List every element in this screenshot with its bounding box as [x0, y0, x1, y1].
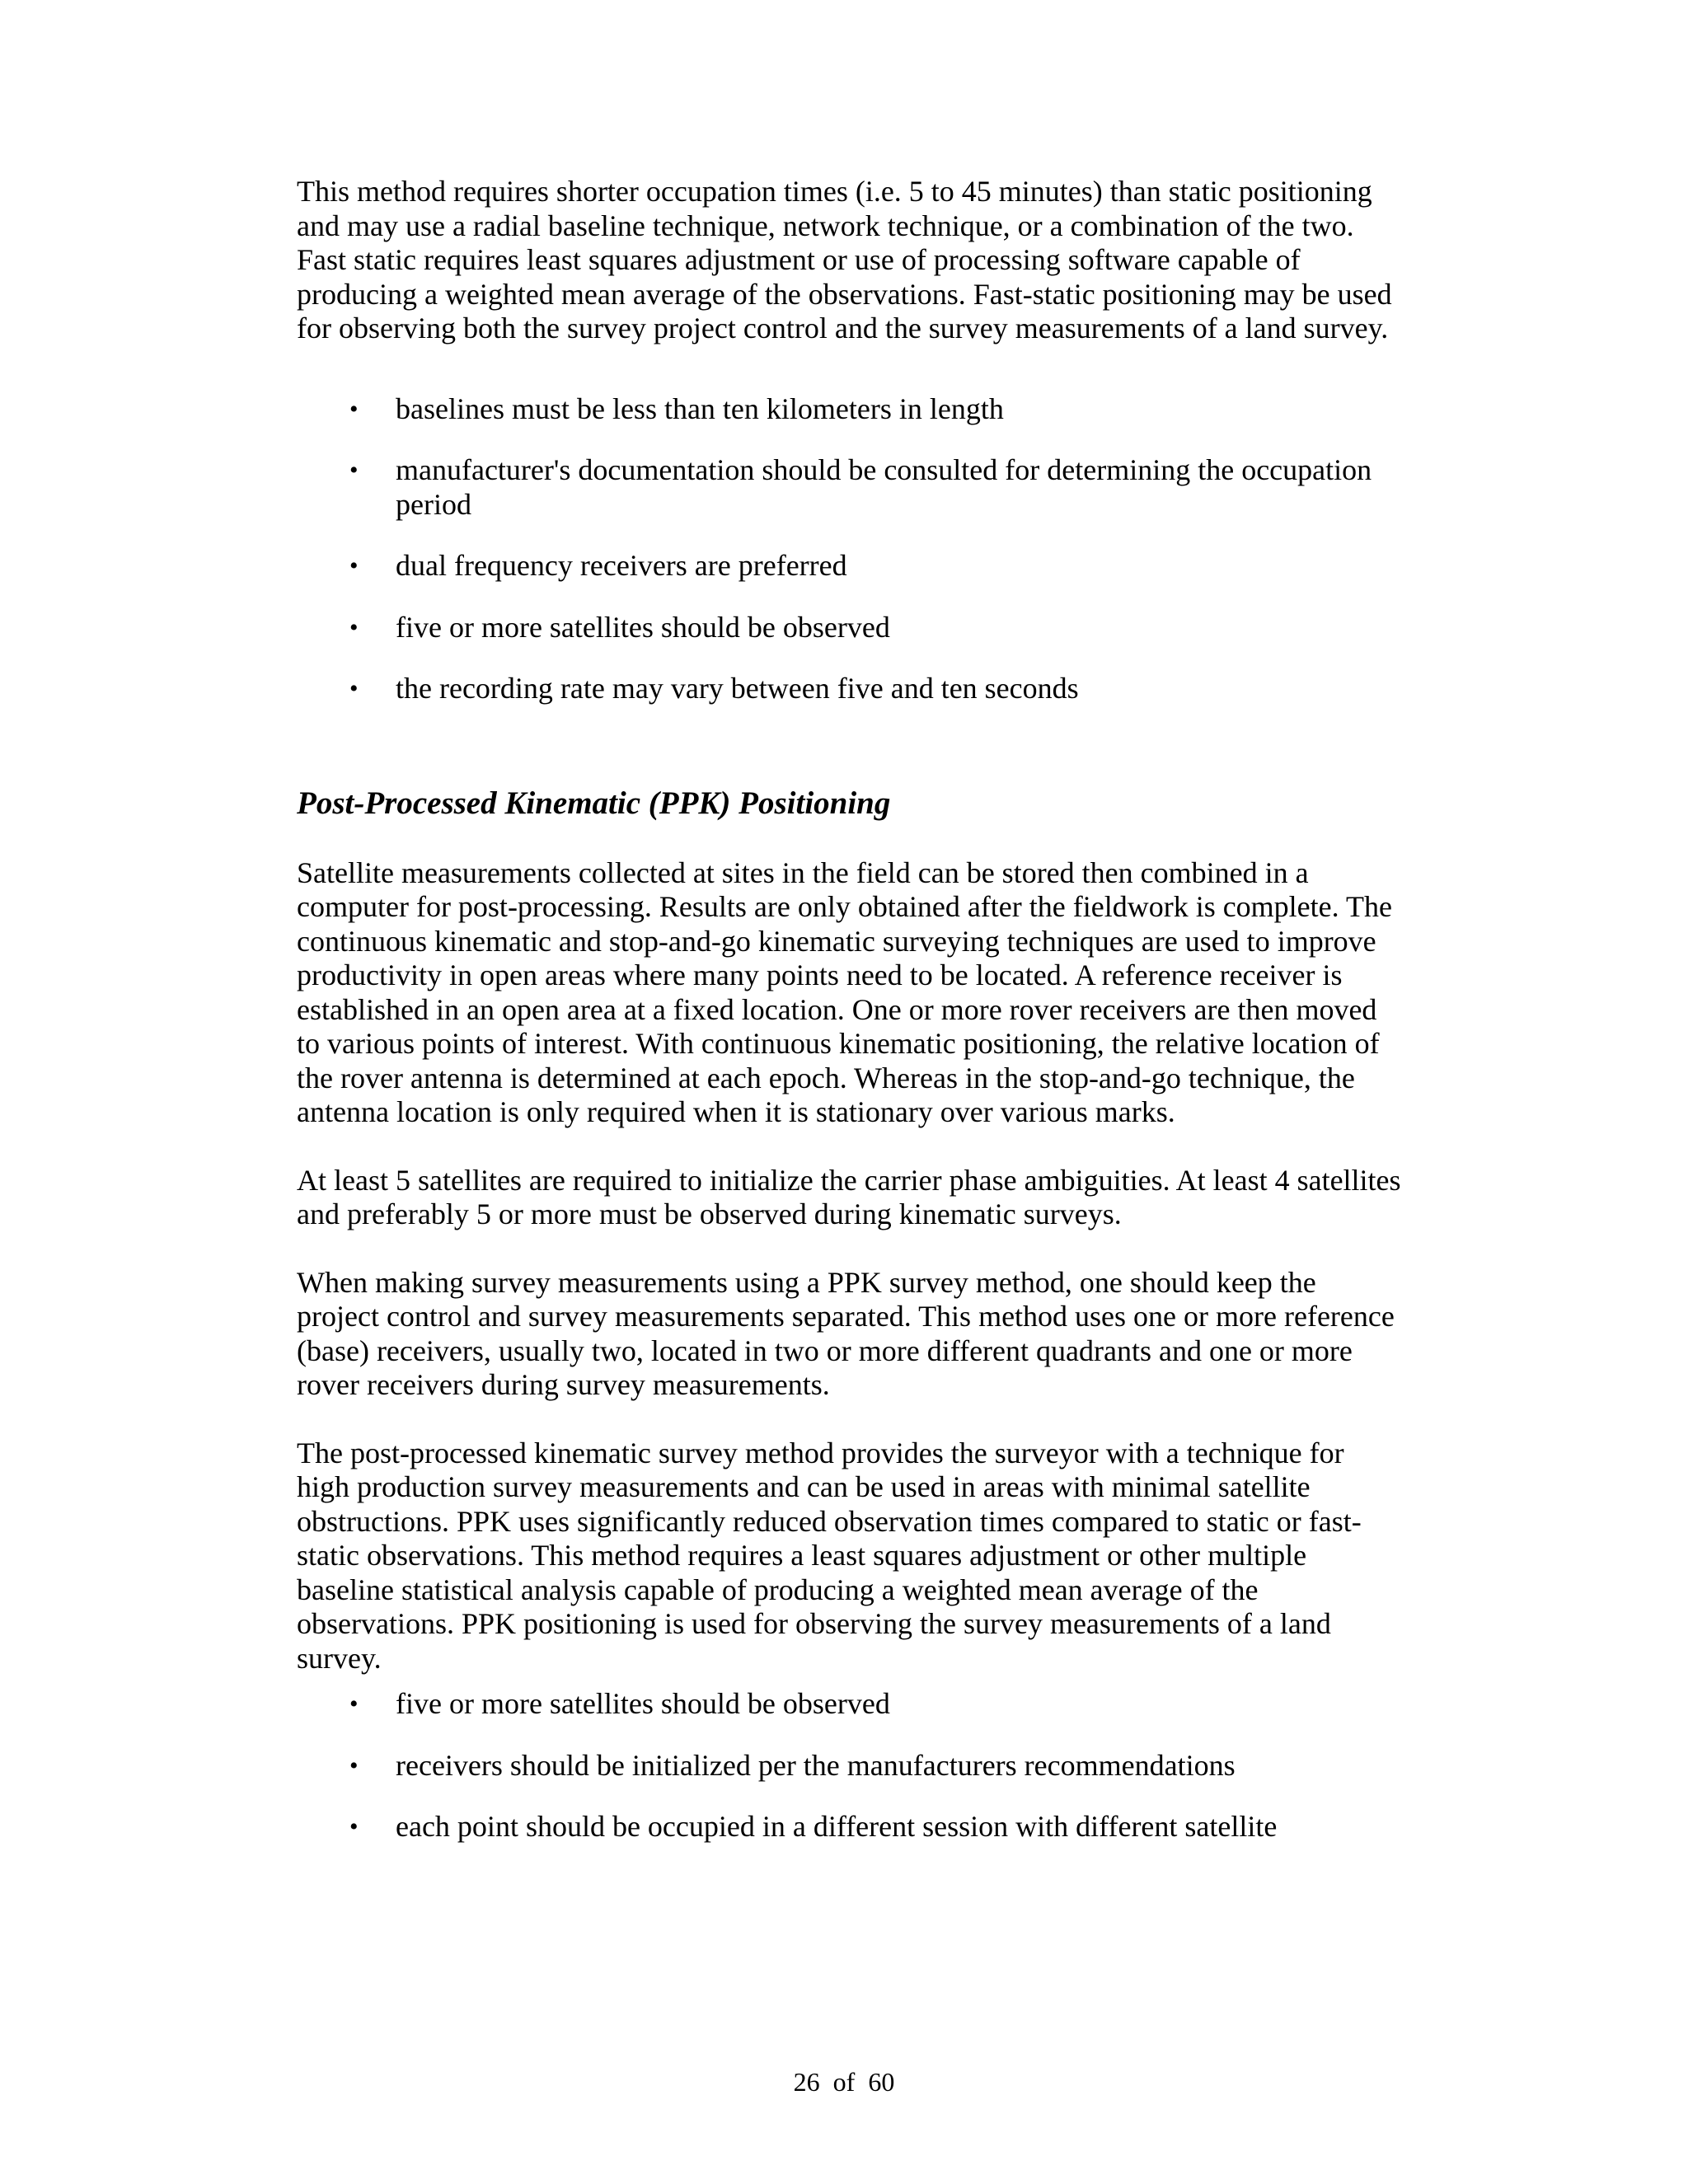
list-item: [297, 1810, 1401, 1844]
list-item-text: each point should be occupied in a different session with different satellite: [396, 1810, 1278, 1843]
list-item-text: dual frequency receivers are preferred: [396, 549, 847, 582]
bullet-icon: •: [349, 552, 359, 579]
bullet-icon: •: [349, 1690, 359, 1718]
ppk-paragraph: At least 5 satellites are required to initialize the carrier phase ambiguities. At least 4 satellites and preferably 5 or more must be observed during kinematic surveys.: [297, 1163, 1401, 1230]
list-item-text: baselines must be less than ten kilometers in length: [396, 391, 1004, 425]
list-item-text: five or more satellites should be observed: [396, 610, 890, 644]
ppk-paragraph: Satellite measurements collected at sites in the field can be stored then combined in a computer for post-processing. Results are only obtained after the fieldwork is complete. The continuous kinematic and stop-and-go kinematic surveying techniques are used to improve productivity in open areas where many points need to be located. A reference receiver is established in an open area at a fixed location. One or more rover receivers are then moved to various points of interest. With continuous kinematic positioning, the relative location of the rover antenna is determined at each epoch. Whereas in the stop-and-go technique, the antenna location is only required when it is stationary over various marks.: [297, 855, 1392, 1128]
list-item: [297, 549, 1401, 583]
page-number-footer: 26 of 60: [793, 2067, 895, 2097]
list-item-text: five or more satellites should be observed: [396, 1687, 890, 1720]
bullet-icon: •: [349, 1813, 359, 1840]
list-item: [297, 611, 1401, 645]
ppk-paragraph: When making survey measurements using a PPK survey method, one should keep the project control and survey measurements separated. This method uses one or more reference (base) receivers, usually two, located in two or more different quadrants and one or more rover receivers during survey measurements.: [297, 1265, 1395, 1401]
ppk-section-heading: Post-Processed Kinematic (PPK) Positioning: [297, 785, 891, 821]
list-item-text: receivers should be initialized per the manufacturers recommendations: [396, 1748, 1236, 1782]
list-item: [297, 1749, 1401, 1783]
list-item: [297, 392, 1401, 427]
page-content: [297, 175, 1401, 1844]
fast-static-intro-paragraph: This method requires shorter occupation times (i.e. 5 to 45 minutes) than static positioning and may use a radial baseline technique, network technique, or a combination of the two. Fast static requires least squares adjustment or use of processing software capable of producing a weighted mean average of the observations. Fast-static positioning may be used for observing both the survey project control and the survey measurements of a land survey.: [297, 175, 1392, 344]
list-item: [297, 672, 1401, 706]
bullet-icon: •: [349, 457, 359, 484]
bullet-icon: •: [349, 613, 359, 641]
bullet-icon: •: [349, 395, 359, 423]
list-item-text: manufacturer's documentation should be consulted for determining the occupation period: [396, 453, 1372, 521]
bullet-icon: •: [349, 675, 359, 702]
bullet-icon: •: [349, 1751, 359, 1779]
list-item-text: the recording rate may vary between five and ten seconds: [396, 672, 1079, 705]
fast-static-bullet-list: [297, 392, 1401, 706]
ppk-paragraph: The post-processed kinematic survey method provides the surveyor with a technique for high production survey measurements and can be used in areas with minimal satellite obstructions. PPK uses significantly reduced observation times compared to static or fast-static observations. This method requires a least squares adjustment or other multiple baseline statistical analysis capable of producing a weighted mean average of the observations. PPK positioning is used for observing the survey measurements of a land survey.: [297, 1436, 1362, 1675]
list-item: [297, 1687, 1401, 1722]
list-item: [297, 453, 1401, 522]
ppk-bullet-list: [297, 1687, 1401, 1844]
